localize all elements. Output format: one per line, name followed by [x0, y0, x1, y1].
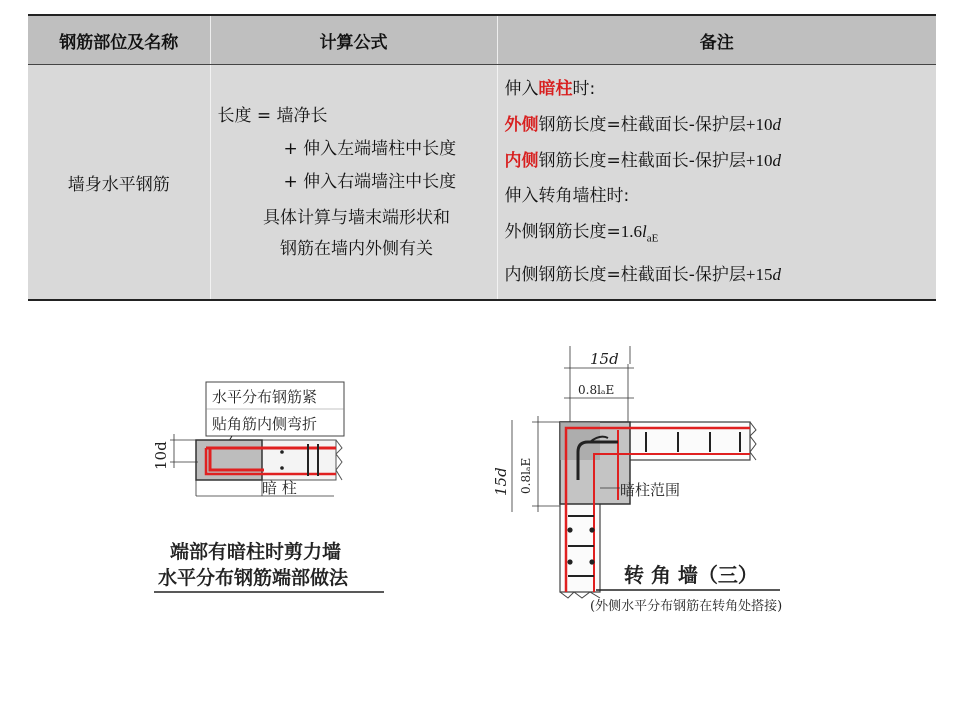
rebar-table [28, 14, 936, 301]
remark-line-2: 外侧钢筋长度=柱截面长-保护层+10d [504, 115, 781, 136]
dim-top-15d: 15d [590, 350, 619, 368]
header-formula: 计算公式 [210, 15, 497, 65]
table-header-row [28, 15, 936, 65]
formula-line-2: + 伸入左端墙柱中长度 [283, 138, 457, 159]
cell-remarks [497, 65, 936, 301]
corner-wall-figure [478, 340, 828, 630]
remark-line-6: 内侧钢筋长度=柱截面长-保护层+15d [504, 264, 781, 285]
header-position: 钢筋部位及名称 [28, 15, 210, 65]
dim-left-15d: 15d [492, 467, 510, 496]
formula-note-2: 钢筋在墙内外侧有关 [280, 238, 433, 259]
formula-note-1: 具体计算与墙末端形状和 [263, 207, 450, 228]
break-line [336, 440, 342, 480]
remark-line-4: 伸入转角墙柱时: [504, 186, 630, 207]
formula-line-3: + 伸入右端墙注中长度 [283, 171, 457, 192]
caption-line-2: 水平分布钢筋端部做法 [158, 567, 349, 589]
formula-line-1: 长度 = 墙净长 [217, 105, 328, 126]
cell-name: 墙身水平钢筋 [28, 65, 210, 301]
callout-text-1: 水平分布钢筋紧 [212, 388, 318, 406]
dim-left-08lae: 0.8lₐE [519, 457, 533, 494]
end-column-figure [140, 378, 400, 618]
column-label: 暗 柱 [262, 479, 297, 497]
corner-subcaption: (外侧水平分布钢筋在转角处搭接) [590, 599, 783, 614]
dim-10d: 10d [152, 441, 170, 470]
dim-top-08lae: 0.8lₐE [578, 383, 615, 397]
header-remarks: 备注 [497, 15, 936, 65]
remark-line-1: 伸入暗柱时: [504, 79, 596, 100]
callout-text-2: 贴角筋内侧弯折 [212, 415, 318, 433]
table-row [28, 65, 936, 301]
remark-line-3: 内侧钢筋长度=柱截面长-保护层+10d [504, 151, 781, 172]
caption-line-1: 端部有暗柱时剪力墙 [170, 541, 342, 563]
column-zone-label: 暗柱范围 [620, 481, 681, 499]
cell-formula [210, 65, 497, 301]
remark-line-5: 外侧钢筋长度$=1.6l_{aE}$ [504, 222, 659, 245]
corner-caption: 转 角 墙（三） [624, 563, 758, 587]
